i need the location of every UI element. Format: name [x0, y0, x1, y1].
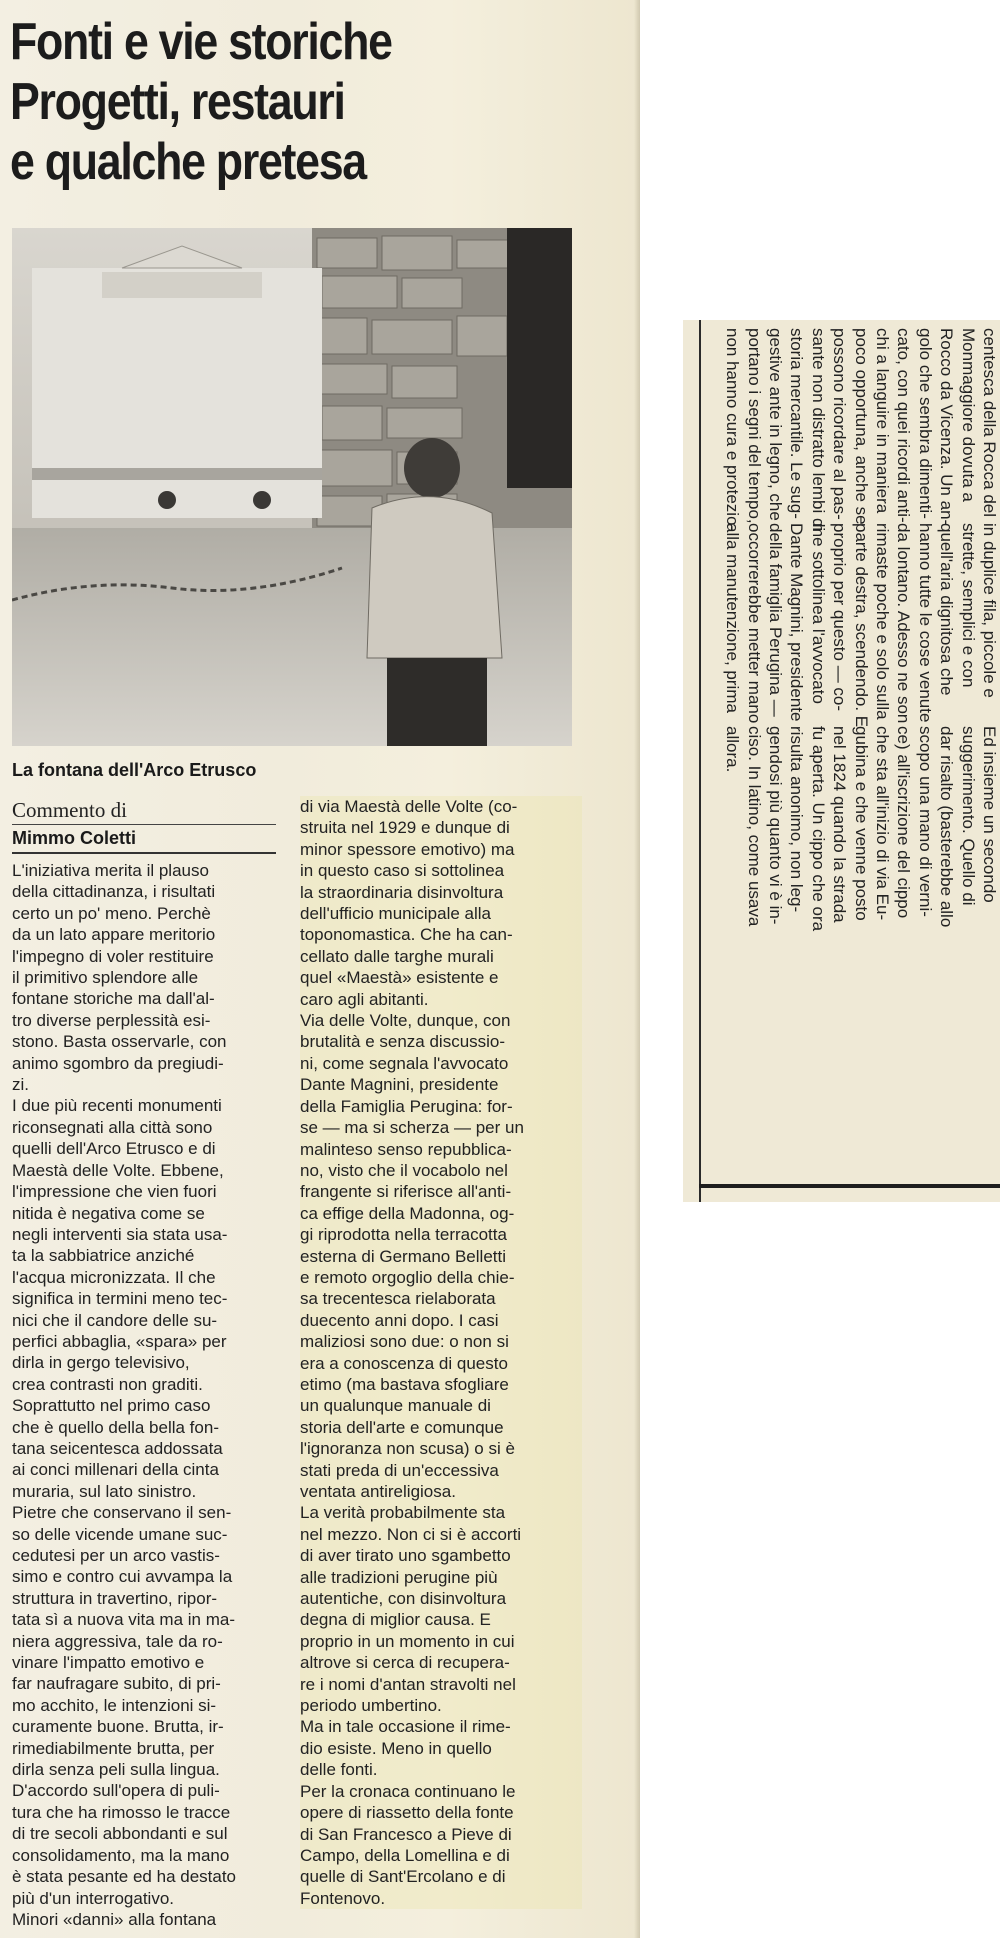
author-rule: [12, 852, 276, 854]
headline-line-3: e qualche pretesa: [10, 133, 366, 191]
byline-label: Commento di: [12, 798, 127, 822]
photo-caption: La fontana dell'Arco Etrusco: [12, 760, 257, 780]
headline-line-2: Progetti, restauri: [10, 73, 345, 131]
fountain-photo: [12, 228, 572, 746]
side-column-1: centesca della Rocca del Monmaggiore dovuta a Rocco da Vicenza. Un an- golo che sembra dimenti- cato, con quei ricordi anti- chi a languire in maniera poco opportuna, anche se possono ricordare al pas- sante non distratto lembi di storia mercantile. Le sug- gestive ante in legno, che portano i segni del tempo, non hanno cura e protezio-: [723, 328, 999, 532]
side-clipping-text: [700, 328, 1000, 1188]
headline: [10, 12, 543, 192]
article-column-right: di via Maestà delle Volte (co- struita nel 1929 e dunque di minor spessore emotivo) ma in questo caso si sottolinea la straordinaria disinvoltura dell'ufficio municipale alla toponomastica. Che ha can- cellato dalle targhe murali quel «Maestà» esistente e caro agli abitanti. Via delle Volte, dunque, con brutalità e senza discussio- ni, come segnala l'avvocato Dante Magnini, presidente della Famiglia Perugina: for- se — ma si scherza — per un malinteso senso repubblica- no, visto che il vocabolo nel frangente si riferisce all'anti- ca effige della Madonna, og- gi riprodotta nella terracotta esterna di Germano Belletti e remoto orgoglio della chie- sa trecentesca rielaborata duecento anni dopo. I casi maliziosi sono due: o non si era a conoscenza di questo etimo (ma bastava sfogliare un qualunque manuale di storia dell'arte e comunque l'ignoranza non scusa) o si è stati preda di un'eccessiva ventata antireligiosa. La verità probabilmente sta nel mezzo. Non ci si è accorti di aver tirato uno sgambetto alle tradizioni perugine più autentiche, con disinvoltura degna di miglior causa. E proprio in un momento in cui altrove si cerca di recupera- re i nomi d'antan stravolti nel periodo umbertino. Ma in tale occasione il rime- dio esiste. Meno in quello delle fonti. Per la cronaca continuano le opere di riassetto della fonte di San Francesco a Pieve di Campo, della Lomellina e di quelle di Sant'Ercolano e di Fontenovo.: [300, 796, 582, 1909]
byline-author: Mimmo Coletti: [12, 828, 136, 848]
headline-line-1: Fonti e vie storiche: [10, 13, 392, 71]
side-column-3: Ed insieme un secondo suggerimento. Quello di dar risalto (basterebbe allo scopo una mano di verni- ce) all'iscrizione del cippo che sta all'inizio di via Eu- gubina e che venne posto nel 1824 quando la strada fu aperta. Un cippo che ora risulta anonimo, non leg- gendosi più quanto vi è in- ciso. In latino, come usava allora.: [723, 726, 999, 932]
side-newspaper-clipping: [683, 320, 1000, 1202]
byline-rule: [12, 824, 276, 825]
side-column-2: in duplice fila, piccole e strette, semplici e con quell'aria dignitosa che hanno tutte le cose venute da lontano. Adesso ne son rimaste poche e solo sulla parte destra, scendendo. E proprio per questo — co- me sottolinea l'avvocato Dante Magnini, presidente della famiglia Perugina — occorrerebbe metter mano alla manutenzione, prima: [723, 523, 999, 728]
clipping-edge: [634, 0, 640, 1938]
article-column-left: L'iniziativa merita il plauso della cittadinanza, i risultati certo un po' meno. Perchè da un lato appare meritorio l'impegno di voler restituire il primitivo splendore alle fontane storiche ma dall'al- tro diverse perplessità esi- stono. Basta osservarle, con animo sgombro da pregiudi- zi. I due più recenti monumenti riconsegnati alla città sono quelli dell'Arco Etrusco e di Maestà delle Volte. Ebbene, l'impressione che vien fuori nitida è negativa come se negli interventi sia stata usa- ta la sabbiatrice anziché l'acqua micronizzata. Il che significa in termini meno tec- nici che il candore delle su- perfici abbaglia, «spara» per dirla in gergo televisivo, crea contrasti non graditi. Soprattutto nel primo caso che è quello della bella fon- tana seicentesca addossata ai conci millenari della cinta muraria, sul lato sinistro. Pietre che conservano il sen- so delle vicende umane suc- cedutesi per un arco vastis- simo e contro cui avvampa la struttura in travertino, ripor- tata sì a nuova vita ma in ma- niera aggressiva, tale da ro- vinare l'impatto emotivo e far naufragare subito, di pri- mo acchito, le intenzioni si- curamente buone. Brutta, ir- rimediabilmente brutta, per dirla senza peli sulla lingua. D'accordo sull'opera di puli- tura che ha rimosso le tracce di tre secoli abbondanti e sul consolidamento, ma la mano è stata pesante ed ha destato più d'un interrogativo. Minori «danni» alla fontana: [12, 861, 237, 1929]
fountain-photo-illustration: [12, 228, 572, 746]
